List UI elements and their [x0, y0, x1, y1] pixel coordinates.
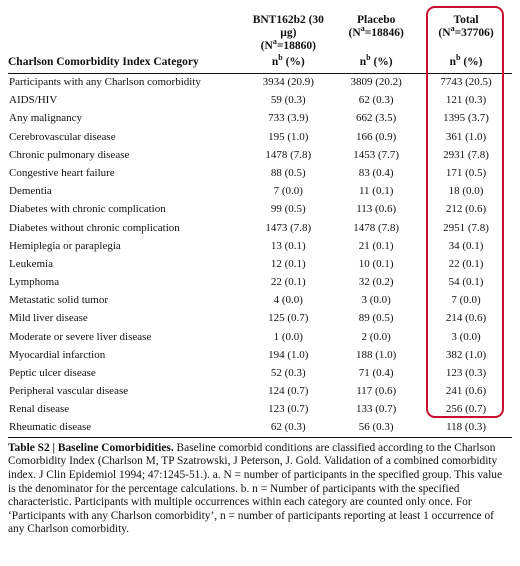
document — [8, 8, 512, 548]
row-bnt: 194 (1.0) — [268, 348, 309, 361]
stat-pct: (%) — [370, 56, 393, 69]
header-total-stat — [420, 53, 512, 74]
row-total: 118 (0.3) — [420, 419, 512, 437]
row-bnt: 1473 (7.8) — [265, 221, 312, 234]
row-category: Any malignancy — [9, 112, 83, 125]
row-total: 3 (0.0) — [451, 330, 481, 343]
table-row — [8, 328, 512, 346]
header-bnt-n — [244, 37, 332, 53]
row-placebo: 10 (0.1) — [358, 257, 394, 270]
table-row — [8, 346, 512, 364]
header-bnt-stat — [244, 53, 332, 74]
header-category-label: Charlson Comorbidity Index Category — [8, 53, 244, 74]
table-row — [8, 128, 512, 146]
row-bnt: 733 (3.9) — [268, 112, 309, 125]
header-bnt-name: BNT162b2 (30 µg) — [252, 14, 324, 39]
stat-pct: (%) — [460, 56, 483, 69]
table-row — [8, 292, 512, 310]
header-placebo — [332, 8, 420, 53]
row-category: Metastatic solid tumor — [9, 294, 108, 307]
row-category: Participants with any Charlson comorbidity — [9, 76, 201, 89]
row-placebo: 62 (0.3) — [358, 94, 394, 107]
row-category: Lymphoma — [9, 276, 60, 289]
header-bnt — [244, 8, 332, 53]
stat-n: n — [449, 56, 457, 69]
row-total: 171 (0.5) — [445, 166, 487, 179]
table-row — [8, 164, 512, 182]
row-placebo: 89 (0.5) — [358, 312, 394, 325]
row-bnt: 1478 (7.8) — [265, 148, 312, 161]
row-category: Chronic pulmonary disease — [9, 148, 130, 161]
caption-title: Table S2 | Baseline Comorbidities. — [8, 441, 174, 454]
header-placebo-name: Placebo — [357, 14, 396, 26]
row-bnt: 1 (0.0) — [273, 330, 303, 343]
row-bnt: 88 (0.5) — [270, 166, 306, 179]
table-row — [8, 383, 512, 401]
header-total-n — [420, 24, 512, 40]
row-total: 34 (0.1) — [448, 239, 484, 252]
row-category: Dementia — [9, 185, 52, 198]
table-row — [8, 219, 512, 237]
row-bnt: 13 (0.1) — [270, 239, 306, 252]
row-bnt: 62 (0.3) — [244, 419, 332, 437]
row-total: 2951 (7.8) — [443, 221, 489, 234]
table-row — [8, 274, 512, 292]
header-row-groups — [8, 8, 512, 53]
row-total: 54 (0.1) — [448, 276, 484, 289]
row-category: Peripheral vascular disease — [9, 385, 129, 398]
row-category: Renal disease — [9, 403, 70, 416]
table-row — [8, 110, 512, 128]
row-category: Cerebrovascular disease — [9, 130, 116, 143]
row-category: Moderate or severe liver disease — [9, 330, 152, 343]
row-placebo: 32 (0.2) — [358, 276, 394, 289]
header-bnt-n-sup: a — [272, 37, 277, 47]
table-row — [8, 146, 512, 164]
header-total — [420, 8, 512, 53]
row-bnt: 22 (0.1) — [270, 276, 306, 289]
header-bnt-n-prefix: (N — [260, 40, 273, 52]
row-total: 214 (0.6) — [445, 312, 487, 325]
row-placebo: 21 (0.1) — [358, 239, 394, 252]
row-total: 256 (0.7) — [445, 403, 487, 416]
row-placebo: 113 (0.6) — [356, 203, 397, 216]
row-total: 241 (0.6) — [445, 385, 487, 398]
row-placebo: 11 (0.1) — [358, 185, 394, 198]
header-blank — [8, 8, 244, 53]
row-total: 361 (1.0) — [445, 130, 487, 143]
row-placebo: 2 (0.0) — [361, 330, 391, 343]
row-bnt: 124 (0.7) — [268, 385, 309, 398]
header-total-name: Total — [453, 14, 479, 26]
row-placebo: 83 (0.4) — [358, 166, 394, 179]
row-placebo: 71 (0.4) — [358, 367, 394, 379]
stat-n: n — [271, 56, 279, 69]
row-bnt: 52 (0.3) — [270, 367, 306, 379]
table-row — [8, 401, 512, 419]
stat-sup: b — [278, 53, 283, 63]
table-row — [8, 255, 512, 273]
header-placebo-n-sup: a — [360, 24, 365, 34]
table-row — [8, 183, 512, 201]
stat-n: n — [359, 56, 367, 69]
stat-sup: b — [456, 53, 461, 63]
header-placebo-n-value: =18846) — [364, 27, 404, 39]
row-placebo: 188 (1.0) — [356, 348, 397, 361]
table-row — [8, 201, 512, 219]
row-placebo: 1453 (7.7) — [353, 148, 400, 161]
row-placebo: 662 (3.5) — [356, 112, 397, 125]
table-row — [8, 419, 512, 437]
row-category: AIDS/HIV — [9, 94, 58, 107]
row-bnt: 99 (0.5) — [270, 203, 306, 216]
table-row — [8, 310, 512, 328]
row-total: 7743 (20.5) — [440, 76, 492, 89]
caption-body: Baseline comorbid conditions are classified according to the Charlson Comorbidity Index (Charlson M, TP Szatrowski, J Peterson, J. Gold. Validation of a combined comorbidity index. J Clin Epidemiol 1994; 47:1245-51.). a. N = number of participants in the specified group. This value is the denominator for the percentage calculations. b. n = Number of participants with the specified characteristic. Participants with multiple occurrences within each category are counted only once. For ‘Participants with any Charlson comorbidity’, n = number of participants reporting at least 1 occurrence of any Charlson comorbidity. — [8, 441, 503, 536]
comorbidity-table — [8, 8, 512, 438]
row-category: Myocardial infarction — [9, 348, 106, 361]
row-bnt: 4 (0.0) — [273, 294, 303, 307]
row-total: 1395 (3.7) — [443, 112, 489, 125]
row-total: 382 (1.0) — [445, 348, 487, 361]
row-total: 121 (0.3) — [445, 94, 487, 107]
row-placebo: 56 (0.3) — [332, 419, 420, 437]
row-category: Hemiplegia or paraplegia — [9, 239, 121, 252]
row-total: 18 (0.0) — [448, 185, 484, 198]
stat-pct: (%) — [282, 56, 305, 69]
row-total: 123 (0.3) — [445, 367, 487, 379]
header-total-n-prefix: (N — [438, 27, 451, 39]
row-placebo: 3 (0.0) — [361, 294, 391, 307]
header-bnt-n-value: =18860) — [276, 40, 316, 52]
header-placebo-n-prefix: (N — [348, 27, 361, 39]
header-total-n-sup: a — [450, 24, 455, 34]
row-category: Leukemia — [9, 257, 53, 270]
table-row — [8, 237, 512, 255]
table-row — [8, 92, 512, 110]
row-bnt: 125 (0.7) — [268, 312, 309, 325]
table-row — [8, 365, 512, 383]
row-total: 7 (0.0) — [451, 294, 481, 307]
row-bnt: 7 (0.0) — [273, 185, 303, 198]
row-placebo: 1478 (7.8) — [353, 221, 400, 234]
table-row — [8, 74, 512, 92]
row-placebo: 3809 (20.2) — [350, 76, 402, 89]
row-category: Congestive heart failure — [9, 166, 115, 179]
row-total: 22 (0.1) — [448, 257, 484, 270]
row-placebo: 133 (0.7) — [356, 403, 397, 416]
row-category: Diabetes without chronic complication — [9, 221, 180, 234]
header-placebo-n — [332, 24, 420, 40]
row-bnt: 3934 (20.9) — [262, 76, 314, 89]
row-category: Diabetes with chronic complication — [9, 203, 166, 216]
row-total: 2931 (7.8) — [443, 148, 489, 161]
row-bnt: 12 (0.1) — [270, 257, 306, 270]
row-placebo: 117 (0.6) — [356, 385, 397, 398]
row-category: Mild liver disease — [9, 312, 88, 325]
row-category: Peptic ulcer disease — [9, 367, 96, 379]
header-row-labels — [8, 53, 512, 74]
header-placebo-stat — [332, 53, 420, 74]
row-bnt: 195 (1.0) — [268, 130, 309, 143]
row-bnt: 59 (0.3) — [270, 94, 306, 107]
row-total: 212 (0.6) — [445, 203, 487, 216]
row-category: Rheumatic disease — [8, 419, 244, 437]
header-total-n-value: =37706) — [454, 27, 494, 39]
stat-sup: b — [366, 53, 371, 63]
table-caption — [8, 442, 512, 537]
row-bnt: 123 (0.7) — [268, 403, 309, 416]
row-placebo: 166 (0.9) — [356, 130, 397, 143]
